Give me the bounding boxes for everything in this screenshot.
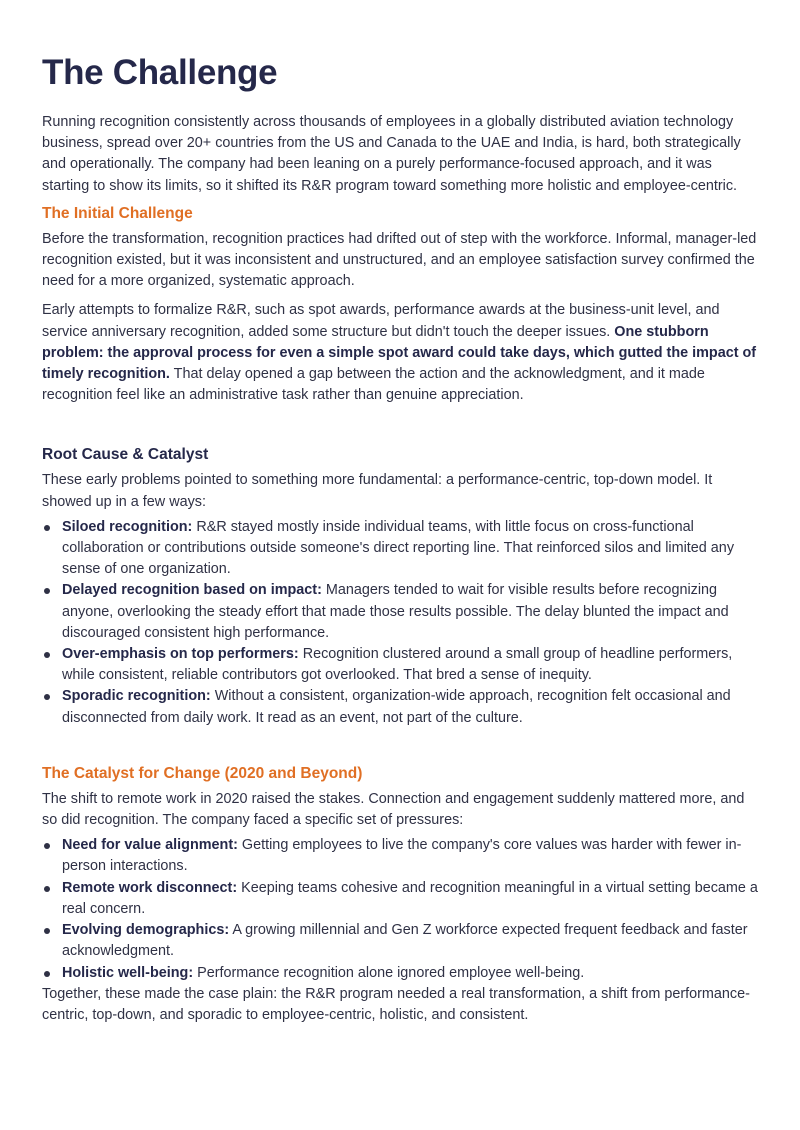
initial-challenge-paragraph-2 xyxy=(42,300,758,406)
bullet-icon xyxy=(44,886,50,892)
paragraph-text: That delay opened a gap between the action and the acknowledgment, and it made recognition feel like an administrative task rather than genuine appreciation. xyxy=(42,366,705,404)
catalyst-heading: The Catalyst for Change (2020 and Beyond) xyxy=(42,764,363,782)
list-item xyxy=(42,920,758,962)
list-item-label: Over-emphasis on top performers: xyxy=(62,646,299,663)
list-item-label: Delayed recognition based on impact: xyxy=(62,582,322,599)
bullet-icon xyxy=(44,843,50,849)
list-item-text: Getting employees to live the company's core values was harder with fewer in-person interactions. xyxy=(62,837,742,875)
catalyst-list xyxy=(42,835,758,983)
list-item xyxy=(42,580,758,644)
bullet-icon xyxy=(44,694,50,700)
list-item-label: Remote work disconnect: xyxy=(62,879,238,896)
bullet-icon xyxy=(44,971,50,977)
list-item-text: Managers tended to wait for visible results before recognizing anyone, overlooking the steady effort that made those results possible. The delay blunted the impact and discouraged consistent high performance. xyxy=(62,582,729,641)
list-item-label: Need for value alignment: xyxy=(62,837,238,854)
root-cause-list xyxy=(42,517,758,729)
initial-challenge-paragraph-1: Before the transformation, recognition practices had drifted out of step with the workforce. Informal, manager-led recognition existed, but it was inconsistent and unstructured, and an employee satisfaction survey confirmed the need for a more organized, systematic approach. xyxy=(42,230,757,290)
list-item-text: R&R stayed mostly inside individual teams, with little focus on cross-functional collaboration or contributions outside someone's direct reporting line. That reinforced silos and limited any sense of one organization. xyxy=(62,518,735,578)
page-title: The Challenge xyxy=(42,53,278,92)
list-item-text: Recognition clustered around a small group of headline performers, while consistent, reliable contributors got overlooked. That bred a sense of inequity. xyxy=(62,646,733,684)
bullet-icon xyxy=(44,525,50,531)
bullet-icon xyxy=(44,588,50,594)
catalyst-intro: The shift to remote work in 2020 raised the stakes. Connection and engagement suddenly mattered more, and so did recognition. The company faced a specific set of pressures: xyxy=(42,790,745,829)
root-cause-heading: Root Cause & Catalyst xyxy=(42,446,209,464)
list-item xyxy=(42,686,758,728)
list-item-text: Without a consistent, organization-wide approach, recognition felt occasional and disconnected from daily work. It read as an event, not part of the culture. xyxy=(62,688,731,726)
list-item-text: A growing millennial and Gen Z workforce expected frequent feedback and faster acknowledgment. xyxy=(62,922,748,960)
list-item-text: Performance recognition alone ignored employee well-being. xyxy=(193,964,585,981)
list-item xyxy=(42,878,758,920)
root-cause-intro: These early problems pointed to something more fundamental: a performance-centric, top-down model. It showed up in a few ways: xyxy=(42,472,713,510)
intro-paragraph: Running recognition consistently across thousands of employees in a globally distributed aviation technology business, spread over 20+ countries from the US and Canada to the UAE and India, is hard, both strategically and operationally. The company had been leaning on a purely performance-focused approach, and it was starting to show its limits, so it shifted its R&R program toward something more holistic and employee-centric. xyxy=(42,114,741,194)
list-item-text: Keeping teams cohesive and recognition meaningful in a virtual setting became a real concern. xyxy=(62,879,758,917)
list-item-label: Evolving demographics: xyxy=(62,922,230,939)
list-item-label: Holistic well-being: xyxy=(62,964,194,981)
list-item xyxy=(42,644,758,686)
list-item xyxy=(42,835,758,877)
initial-challenge-heading: The Initial Challenge xyxy=(42,204,193,222)
list-item-label: Sporadic recognition: xyxy=(62,688,211,705)
bullet-icon xyxy=(44,652,50,658)
list-item xyxy=(42,963,758,984)
bullet-icon xyxy=(44,928,50,934)
paragraph-text: Early attempts to formalize R&R, such as spot awards, performance awards at the business-unit level, and service anniversary recognition, added some structure but didn't touch the deeper issues. xyxy=(42,302,720,340)
paragraph-bold-text: One stubborn problem: the approval process for even a simple spot award could take days, which gutted the impact of timely recognition. xyxy=(42,323,757,383)
list-item xyxy=(42,517,758,581)
catalyst-conclusion: Together, these made the case plain: the R&R program needed a real transformation, a shift from performance-centric, top-down, and sporadic to employee-centric, holistic, and consistent. xyxy=(42,985,750,1023)
document-page xyxy=(42,48,758,1026)
list-item-label: Siloed recognition: xyxy=(62,518,193,535)
